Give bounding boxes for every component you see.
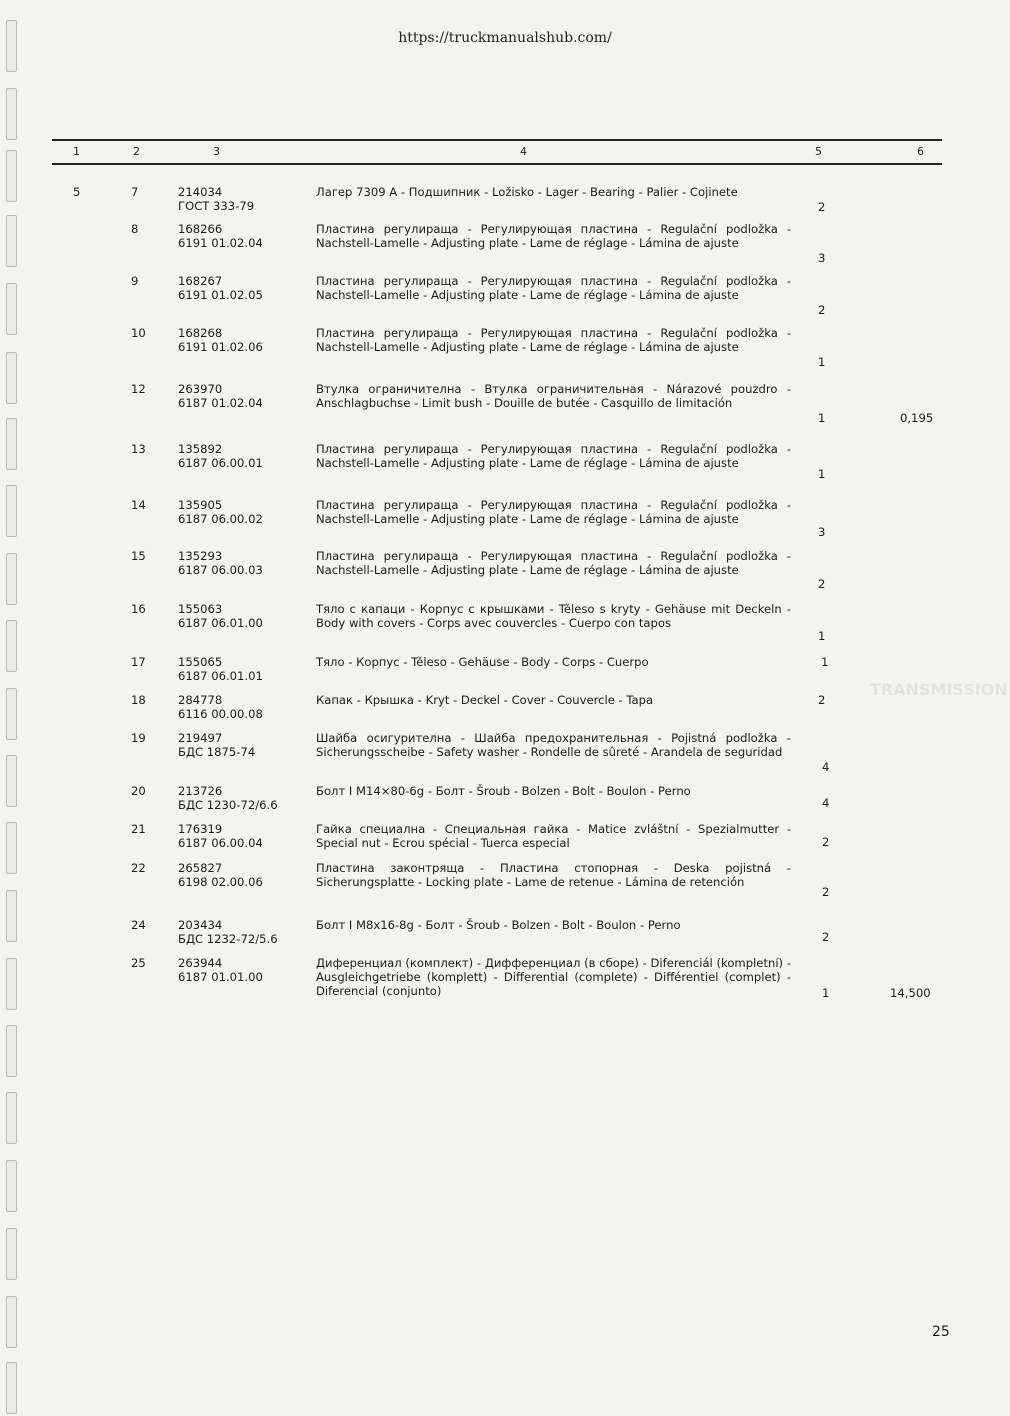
quantity: 2 [822,885,830,899]
part-number: 168268 [178,326,223,340]
quantity: 3 [818,251,826,265]
description: Болт I M8x16-8g - Болт - Šroub - Bolzen - Bolt - Boulon - Perno [316,918,681,932]
col-header-5: 5 [815,145,822,158]
description: Капак - Крышка - Kryt - Deckel - Cover - Couvercle - Tapa [316,693,654,707]
standard-number: ГОСТ 333-79 [178,199,255,213]
description: Тяло - Корпус - Těleso - Gehäuse - Body - Corps - Cuerpo [316,655,649,669]
col-header-1: 1 [73,145,80,158]
quantity: 1 [818,411,826,425]
description: Тяло с капаци - Корпус с крышками - Těleso s kryty - Gehäuse mit Deckeln - Body with covers - Corps avec couvercles - Cuerpo con tapos [316,602,791,630]
position-number: 24 [131,918,146,932]
quantity: 4 [822,760,830,774]
part-numbers [178,498,263,526]
part-numbers [178,222,263,250]
standard-number: 6187 06.01.01 [178,669,263,683]
part-number: 155063 [178,602,223,616]
description: Лагер 7309 A - Подшипник - Ložisko - Lager - Bearing - Palier - Cojinete [316,185,738,199]
part-numbers [178,274,263,302]
part-number: 155065 [178,655,223,669]
col-header-2: 2 [133,145,140,158]
standard-number: 6187 06.01.00 [178,616,263,630]
part-number: 219497 [178,731,223,745]
quantity: 1 [818,629,826,643]
description: Пластина регулираща - Регулирующая пластина - Regulační podložka - Nachstell-Lamelle - Adjusting plate - Lame de réglage - Lámina de ajuste [316,498,791,526]
part-numbers [178,602,263,630]
quantity: 2 [818,693,826,707]
description: Пластина регулираща - Регулирующая пластина - Regulační podložka - Nachstell-Lamelle - Adjusting plate - Lame de réglage - Lámina de ajuste [316,222,791,250]
standard-number: 6187 06.00.02 [178,512,263,526]
standard-number: 6187 01.02.04 [178,396,263,410]
position-number: 13 [131,442,146,456]
standard-number: БДС 1875-74 [178,745,256,759]
part-number: 214034 [178,185,223,199]
source-url: https://truckmanualshub.com/ [398,30,612,46]
weight: 0,195 [900,411,934,425]
quantity: 2 [818,577,826,591]
position-number: 12 [131,382,146,396]
standard-number: БДС 1230-72/6.6 [178,798,278,812]
description: Пластина регулираща - Регулирующая пластина - Regulační podložka - Nachstell-Lamelle - Adjusting plate - Lame de réglage - Lámina de ajuste [316,274,791,302]
part-numbers [178,693,263,721]
position-number: 19 [131,731,146,745]
quantity: 1 [822,986,830,1000]
part-number: 168267 [178,274,223,288]
standard-number: 6198 02.00.06 [178,875,263,889]
quantity: 2 [822,930,830,944]
quantity: 2 [818,303,826,317]
part-number: 135905 [178,498,223,512]
part-numbers [178,918,278,946]
part-number: 168266 [178,222,223,236]
col-header-3: 3 [213,145,220,158]
description: Гайка специална - Специальная гайка - Matice zvláštní - Spezialmutter - Special nut - Ecrou spécial - Tuerca especial [316,822,791,850]
description: Пластина регулираща - Регулирующая пластина - Regulační podložka - Nachstell-Lamelle - Adjusting plate - Lame de réglage - Lámina de ajuste [316,442,791,470]
part-number: 135892 [178,442,223,456]
position-number: 18 [131,693,146,707]
part-numbers [178,784,278,812]
description: Диференциал (комплект) - Дифференциал (в сборе) - Diferenciál (kompletní) - Ausgleichgetriebe (komplett) - Differential (complete) - Différentiel (complet) - Diferencial (conjunto) [316,956,791,998]
position-number: 9 [131,274,139,288]
standard-number: 6187 06.00.01 [178,456,263,470]
part-numbers [178,861,263,889]
description: Болт I M14×80-6g - Болт - Šroub - Bolzen - Bolt - Boulon - Perno [316,784,691,798]
part-numbers [178,326,263,354]
part-numbers [178,731,255,759]
standard-number: 6191 01.02.05 [178,288,263,302]
bleed-through: TRANSMISSION [870,680,1008,699]
position-number: 20 [131,784,146,798]
header-bottom-rule [52,163,942,165]
position-number: 17 [131,655,146,669]
quantity: 1 [818,355,826,369]
part-numbers [178,442,263,470]
part-number: 135293 [178,549,223,563]
position-number: 16 [131,602,146,616]
description: Пластина регулираща - Регулирующая пластина - Regulační podložka - Nachstell-Lamelle - Adjusting plate - Lame de réglage - Lámina de ajuste [316,326,791,354]
header-top-rule [52,139,942,141]
quantity: 2 [822,835,830,849]
position-number: 21 [131,822,146,836]
weight: 14,500 [890,986,931,1000]
part-number: 203434 [178,918,223,932]
description: Пластина законтряща - Пластина стопорная - Deska pojistná - Sicherungsplatte - Locking plate - Lame de retenue - Lámina de retención [316,861,791,889]
quantity: 2 [818,200,826,214]
quantity: 1 [818,467,826,481]
standard-number: БДС 1232-72/5.6 [178,932,278,946]
part-number: 263970 [178,382,223,396]
position-number: 7 [131,185,139,199]
part-numbers [178,822,263,850]
part-numbers [178,185,254,213]
position-number: 25 [131,956,146,970]
part-number: 176319 [178,822,223,836]
part-numbers [178,655,263,683]
col-header-4: 4 [520,145,527,158]
quantity: 4 [822,796,830,810]
position-number: 15 [131,549,146,563]
quantity: 1 [821,655,829,669]
standard-number: 6116 00.00.08 [178,707,263,721]
part-number: 265827 [178,861,223,875]
description: Пластина регулираща - Регулирующая пластина - Regulační podložka - Nachstell-Lamelle - Adjusting plate - Lame de réglage - Lámina de ajuste [316,549,791,577]
position-number: 8 [131,222,139,236]
standard-number: 6187 01.01.00 [178,970,263,984]
quantity: 3 [818,525,826,539]
part-number: 263944 [178,956,223,970]
position-number: 10 [131,326,146,340]
part-number: 213726 [178,784,223,798]
part-numbers [178,549,263,577]
col-header-6: 6 [917,145,924,158]
position-number: 14 [131,498,146,512]
standard-number: 6187 06.00.04 [178,836,263,850]
part-number: 284778 [178,693,223,707]
standard-number: 6187 06.00.03 [178,563,263,577]
standard-number: 6191 01.02.06 [178,340,263,354]
standard-number: 6191 01.02.04 [178,236,263,250]
part-numbers [178,382,263,410]
position-number: 22 [131,861,146,875]
description: Шайба осигурителна - Шайба предохранительная - Pojistná podložka - Sicherungsscheibe - Safety washer - Rondelle de sûreté - Arandela de seguridad [316,731,791,759]
description: Втулка ограничителна - Втулка ограничительная - Nárazové pouzdro - Anschlagbuchse - Limit bush - Douille de butée - Casquillo de limitación [316,382,791,410]
group-number: 5 [73,185,81,199]
binding-holes [6,0,20,1416]
part-numbers [178,956,263,984]
page-number: 25 [932,1324,950,1340]
